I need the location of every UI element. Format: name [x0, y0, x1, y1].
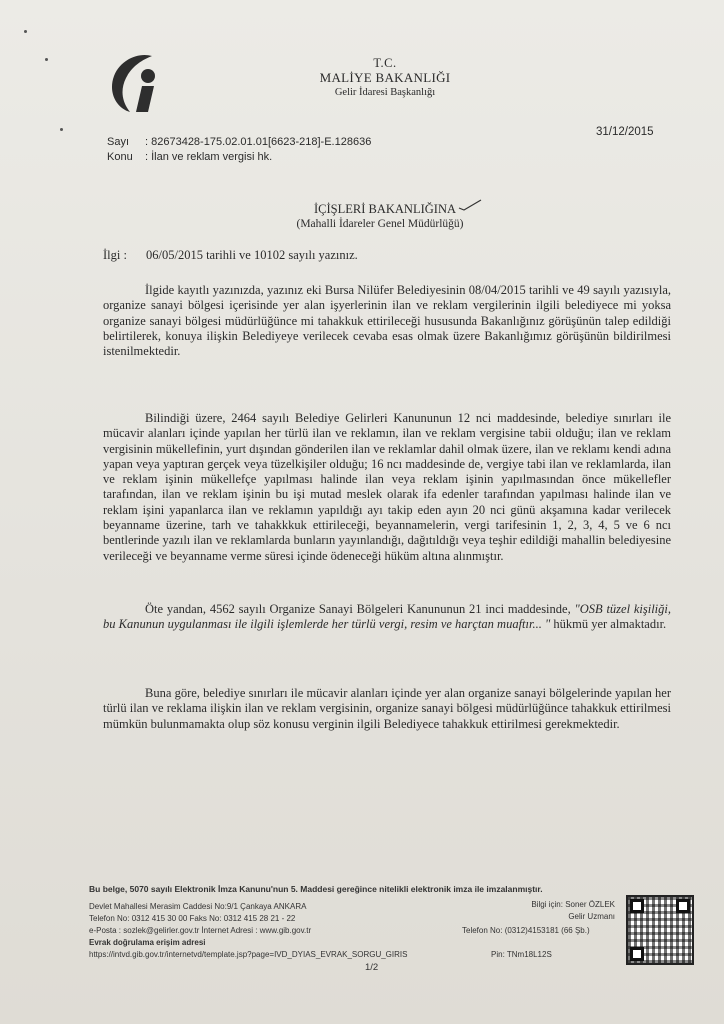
handwritten-check-mark — [458, 199, 482, 211]
scan-speck — [24, 30, 27, 33]
footer-phone-fax: Telefon No: 0312 415 30 00 Faks No: 0312 415 28 21 - 22 — [89, 914, 296, 923]
footer-contact-phone: Telefon No: (0312)4153181 (66 Şb.) — [462, 926, 590, 935]
footer-pin: Pin: TNm18L12S — [491, 950, 552, 959]
sayi-value: : 82673428-175.02.01.01[6623-218]-E.128636 — [145, 136, 372, 148]
qr-finder — [630, 899, 644, 913]
sayi-label: Sayı — [107, 136, 130, 148]
body-paragraph-1 — [103, 283, 671, 359]
qr-finder — [676, 899, 690, 913]
body-paragraph-4 — [103, 686, 671, 732]
ilgi-value: 06/05/2015 tarihli ve 10102 sayılı yazınız. — [146, 248, 358, 262]
paragraph-text: İlgide kayıtlı yazınızda, yazınız eki Bursa Nilüfer Belediyesinin 08/04/2015 tarihli ve 49 sayılı yazısıyla, organize sanayi bölgesi içerisinde yer alan işyerlerinin ilan ve reklam vergilerinin ilgili belediyece mi yoksa organize sanayi bölgesi müdürlüğünce mi tahakkuk ettirileceği hususunda Bakanlığınız görüşünün talep edildiği belirtilerek, konuya ilişkin Belediyeye verilecek cevaba esas olmak üzere Bakanlığımız görüşünün bildirilmesi istenilmektedir. — [103, 283, 671, 359]
law-quote: "OSB tüzel kişiliği, bu Kanunun uygulanması ile ilgili işlemlerde her türlü vergi, resim ve harçtan muaftır... " — [103, 602, 671, 632]
body-paragraph-3 — [103, 602, 671, 633]
footer-address: Devlet Mahallesi Merasim Caddesi No:9/1 Çankaya ANKARA — [89, 902, 307, 911]
e-signature-notice: Bu belge, 5070 sayılı Elektronik İmza Kanunu'nun 5. Maddesi gereğince nitelikli elektronik imza ile imzalanmıştır. — [89, 884, 543, 894]
paragraph-text — [103, 602, 671, 633]
page-number: 1/2 — [365, 962, 379, 973]
scan-speck — [45, 58, 48, 61]
header-tc: T.C. — [373, 56, 397, 70]
footer-verify-url[interactable]: https://intvd.gib.gov.tr/internetvd/template.jsp?page=IVD_DYIAS_EVRAK_SORGU_GIRIS — [89, 950, 408, 959]
footer-contact-name: Bilgi için: Soner ÖZLEK — [531, 900, 615, 909]
paragraph-post: hükmü yer almaktadır. — [553, 617, 667, 632]
gib-logo-icon — [108, 50, 168, 116]
paragraph-text: Buna göre, belediye sınırları ile mücavir alanları içinde yer alan organize sanayi bölgelerinde yapılan her türlü ilan ve reklama ilişkin ilan ve reklam vergisinin, organize sanayi bölgesi müdürlüğünce tahakkuk ettirilmesi mümkün bulunmamakta olup söz konusu verginin ilgili Belediyece tahakkuk ettirilmesi gerekmektedir. — [103, 686, 671, 731]
paragraph-pre: Öte yandan, 4562 sayılı Organize Sanayi Bölgeleri Kanununun 21 inci maddesinde, — [145, 602, 571, 616]
paragraph-text: Bilindiği üzere, 2464 sayılı Belediye Gelirleri Kanununun 12 nci maddesinde, belediye sınırları ile mücavir alanları içinde yapılan her türlü ilan ve reklamın, ilan ve reklam vergisine tabii olduğu; ilan ve reklam vergisinin mükellefinin, yurt dışından gönderilen ilan ve reklamlar dahil olmak üzere, ilan ve reklamı kendi adına yapan veya yaptıran gerçek veya tüzelkişiler olduğu; 16 ncı maddesinde de, vergiye tabi ilan ve reklamlarda, ilan ve reklam işinin mükellefçe yapılması halinde ilan veya reklam işinin yapılmasından önce mükellefler tarafından, ilan ve reklam işinin bu işi mutad meslek olarak ifa edenler tarafından yapılması halinde ilan ve reklam işini yapanlarca ilan ve reklamın yapıldığı ayı takip eden ayın 20 nci günü akşamına kadar verilecek beyanname üzerine, tarh ve tahakkkuk ettirileceği, beyannamelerin, vergi tarifesinin 1, 2, 3, 4, 5 ve 6 ncı bentlerinde yazılı ilan ve reklamlarda bunların yayınlandığı, dağıtıldığı veya teşhir edildiği mahallin belediyesine verileceği ve beyanname verme süresi içinde ödeneceği hüküm altına alınmıştır. — [103, 411, 671, 563]
header-department: Gelir İdaresi Başkanlığı — [334, 87, 436, 98]
footer-verify-label: Evrak doğrulama erişim adresi — [89, 938, 206, 947]
body-paragraph-2 — [103, 411, 671, 564]
recipient-title: İÇİŞLERİ BAKANLIĞINA — [314, 202, 456, 216]
footer-contact-title: Gelir Uzmanı — [568, 912, 615, 921]
document-date: 31/12/2015 — [596, 126, 654, 138]
qr-finder — [630, 947, 644, 961]
qr-code-icon — [626, 895, 694, 965]
konu-value: : İlan ve reklam vergisi hk. — [145, 151, 273, 163]
header-ministry: MALİYE BAKANLIĞI — [319, 70, 451, 85]
konu-label: Konu — [107, 151, 133, 163]
scan-speck — [60, 128, 63, 131]
footer-email-web: e-Posta : sozlek@gelirler.gov.tr İnternet Adresi : www.gib.gov.tr — [89, 926, 312, 935]
ilgi-label: İlgi : — [103, 248, 127, 262]
recipient-subtitle: (Mahalli İdareler Genel Müdürlüğü) — [296, 218, 464, 230]
